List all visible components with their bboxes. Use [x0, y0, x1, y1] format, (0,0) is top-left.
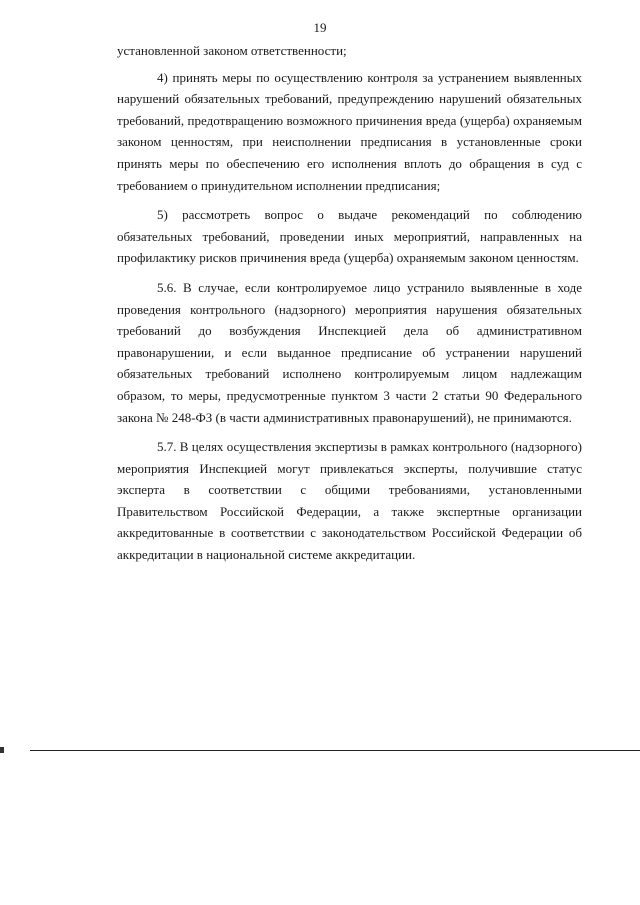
- page-number: 19: [313, 20, 327, 35]
- paragraph-continuation: установленной законом ответственности;: [117, 43, 347, 58]
- horizontal-rule: [30, 750, 640, 751]
- paragraph-item-4: 4) принять меры по осуществлению контроля за устранением выявленных нарушений обязательных требований, предупреждению нарушений обязательных требований, предотвращению возможного причинения вреда (ущерба) охраняемым законом ценностям, при неисполнении предписания в установленные сроки принять меры по обеспечению его исполнения вплоть до обращения в суд с требованием о принудительном исполнении предписания;: [117, 69, 582, 193]
- document-body: [117, 40, 582, 566]
- paragraph-5-7: 5.7. В целях осуществления экспертизы в рамках контрольного (надзорного) мероприятия Инспекцией могут привлекаться эксперты, получившие статус эксперта в соответствии с общими требованиями, установленными Правительством Российской Федерации, а также экспертные организации аккредитованные в соответствии с законодательством Российской Федерации об аккредитации в национальной системе аккредитации.: [117, 439, 582, 563]
- paragraph-5-6: 5.6. В случае, если контролируемое лицо устранило выявленные в ходе проведения контрольного (надзорного) мероприятия нарушения обязательных требований до возбуждения Инспекцией дела об административном правонарушении, и если выданное предписание об устранении нарушений обязательных требований исполнено контролируемым лицом надлежащим образом, то меры, предусмотренные пунктом 3 части 2 статьи 90 Федерального закона № 248-ФЗ (в части административных правонарушений), не принимаются.: [117, 279, 582, 425]
- paragraph-item-5: 5) рассмотреть вопрос о выдаче рекомендаций по соблюдению обязательных требований, проведении иных мероприятий, направленных на профилактику рисков причинения вреда (ущерба) охраняемым законом ценностям.: [117, 207, 582, 266]
- margin-mark: [0, 747, 4, 753]
